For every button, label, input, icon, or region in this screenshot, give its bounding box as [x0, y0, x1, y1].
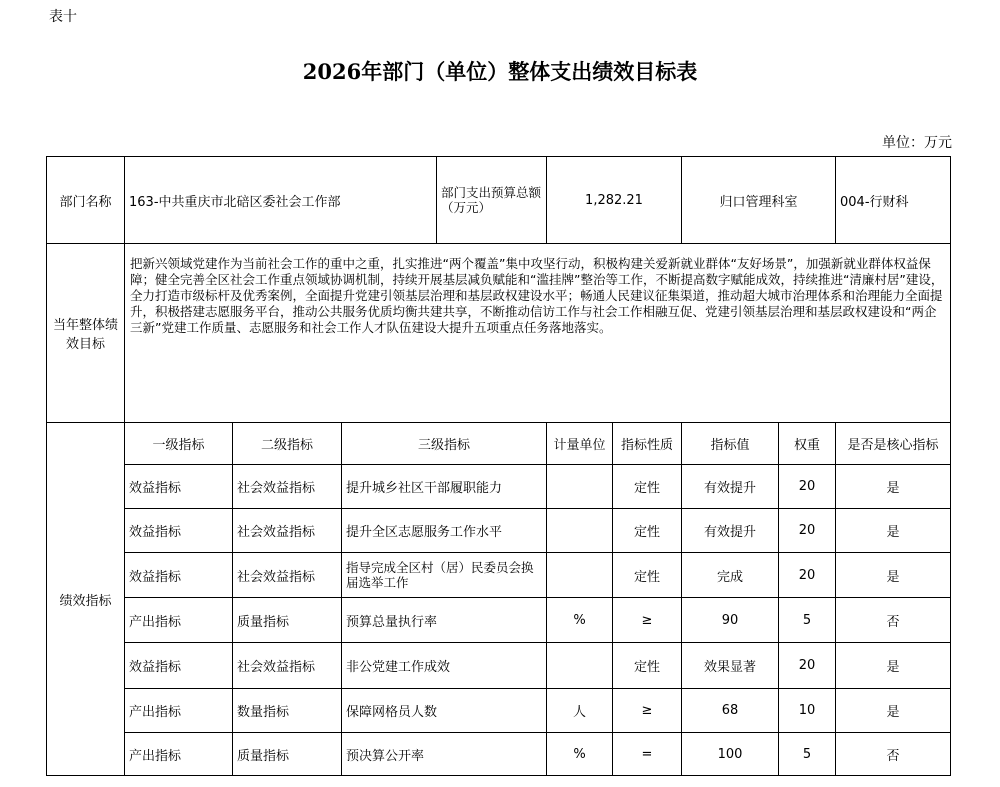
weight-cell: 20 — [779, 643, 836, 689]
level1-cell: 效益指标 — [125, 643, 233, 689]
value-cell: 90 — [682, 598, 779, 643]
level1-cell: 效益指标 — [125, 509, 233, 553]
indicators-label: 绩效指标 — [47, 423, 125, 776]
goal-label: 当年整体绩效目标 — [47, 244, 125, 423]
table-row — [47, 509, 951, 553]
core-cell: 是 — [836, 643, 951, 689]
header-level2: 二级指标 — [233, 423, 342, 465]
level2-cell: 数量指标 — [233, 689, 342, 733]
nature-cell: ≥ — [613, 598, 682, 643]
header-core: 是否是核心指标 — [836, 423, 951, 465]
weight-cell: 5 — [779, 598, 836, 643]
level3-cell: 保障网格员人数 — [342, 689, 547, 733]
weight-cell: 10 — [779, 689, 836, 733]
level2-cell: 社会效益指标 — [233, 465, 342, 509]
level3-cell: 提升全区志愿服务工作水平 — [342, 509, 547, 553]
unit-cell: % — [547, 733, 613, 776]
performance-table — [46, 156, 951, 776]
weight-cell: 20 — [779, 553, 836, 598]
level3-cell: 非公党建工作成效 — [342, 643, 547, 689]
table-row — [47, 733, 951, 776]
level3-cell: 提升城乡社区干部履职能力 — [342, 465, 547, 509]
value-cell: 完成 — [682, 553, 779, 598]
level2-cell: 社会效益指标 — [233, 553, 342, 598]
core-cell: 是 — [836, 465, 951, 509]
level2-cell: 质量指标 — [233, 733, 342, 776]
level1-cell: 产出指标 — [125, 733, 233, 776]
core-cell: 是 — [836, 509, 951, 553]
table-row — [47, 598, 951, 643]
core-cell: 否 — [836, 598, 951, 643]
indicator-header-row — [47, 423, 951, 465]
office-value: 004-行财科 — [836, 157, 951, 244]
value-cell: 68 — [682, 689, 779, 733]
info-row — [47, 157, 951, 244]
dept-name-label: 部门名称 — [47, 157, 125, 244]
unit-cell — [547, 509, 613, 553]
level1-cell: 效益指标 — [125, 553, 233, 598]
weight-cell: 20 — [779, 509, 836, 553]
table-row — [47, 643, 951, 689]
header-value: 指标值 — [682, 423, 779, 465]
level3-cell: 指导完成全区村（居）民委员会换届选举工作 — [342, 553, 547, 598]
header-weight: 权重 — [779, 423, 836, 465]
level3-cell: 预算总量执行率 — [342, 598, 547, 643]
core-cell: 否 — [836, 733, 951, 776]
weight-cell: 20 — [779, 465, 836, 509]
nature-cell: ≥ — [613, 689, 682, 733]
budget-value: 1,282.21 — [547, 157, 682, 244]
table-row — [47, 553, 951, 598]
unit-cell — [547, 643, 613, 689]
budget-label: 部门支出预算总额（万元） — [437, 157, 547, 244]
goal-row — [47, 244, 951, 423]
unit-cell — [547, 553, 613, 598]
value-cell: 效果显著 — [682, 643, 779, 689]
level1-cell: 产出指标 — [125, 689, 233, 733]
core-cell: 是 — [836, 553, 951, 598]
unit-cell: 人 — [547, 689, 613, 733]
nature-cell: 定性 — [613, 509, 682, 553]
weight-cell: 5 — [779, 733, 836, 776]
nature-cell: 定性 — [613, 643, 682, 689]
unit-cell: % — [547, 598, 613, 643]
header-unit: 计量单位 — [547, 423, 613, 465]
nature-cell: = — [613, 733, 682, 776]
value-cell: 有效提升 — [682, 465, 779, 509]
office-label: 归口管理科室 — [682, 157, 836, 244]
header-level1: 一级指标 — [125, 423, 233, 465]
table-row — [47, 689, 951, 733]
level1-cell: 效益指标 — [125, 465, 233, 509]
table-label: 表十 — [49, 9, 77, 25]
page-title: 2026年部门（单位）整体支出绩效目标表 — [302, 59, 698, 84]
core-cell: 是 — [836, 689, 951, 733]
dept-name-value: 163-中共重庆市北碚区委社会工作部 — [125, 157, 437, 244]
level2-cell: 社会效益指标 — [233, 643, 342, 689]
header-level3: 三级指标 — [342, 423, 547, 465]
level2-cell: 社会效益指标 — [233, 509, 342, 553]
nature-cell: 定性 — [613, 553, 682, 598]
nature-cell: 定性 — [613, 465, 682, 509]
unit-label: 单位：万元 — [882, 135, 952, 151]
level3-cell: 预决算公开率 — [342, 733, 547, 776]
header-nature: 指标性质 — [613, 423, 682, 465]
goal-text: 把新兴领域党建作为当前社会工作的重中之重，扎实推进“两个覆盖”集中攻坚行动，积极构建关爱新就业群体“友好场景”，加强新就业群体权益保障；健全完善全区社会工作重点领域协调机制，持续开展基层减负赋能和“滥挂牌”整治等工作，不断提高数字赋能成效，持续推进“清廉村居”建设，全力打造市级标杆及优秀案例，全面提升党建引领基层治理和基层政权建设水平；畅通人民建议征集渠道，推动超大城市治理体系和治理能力全面提升，积极搭建志愿服务平台，推动公共服务优质均衡共建共享，不断推动信访工作与社会工作相融互促、党建引领基层治理和基层政权建设和“两企三新”党建工作质量、志愿服务和社会工作人才队伍建设大提升五项重点任务落地落实。 — [125, 244, 951, 423]
value-cell: 100 — [682, 733, 779, 776]
value-cell: 有效提升 — [682, 509, 779, 553]
level2-cell: 质量指标 — [233, 598, 342, 643]
level1-cell: 产出指标 — [125, 598, 233, 643]
unit-cell — [547, 465, 613, 509]
table-row — [47, 465, 951, 509]
